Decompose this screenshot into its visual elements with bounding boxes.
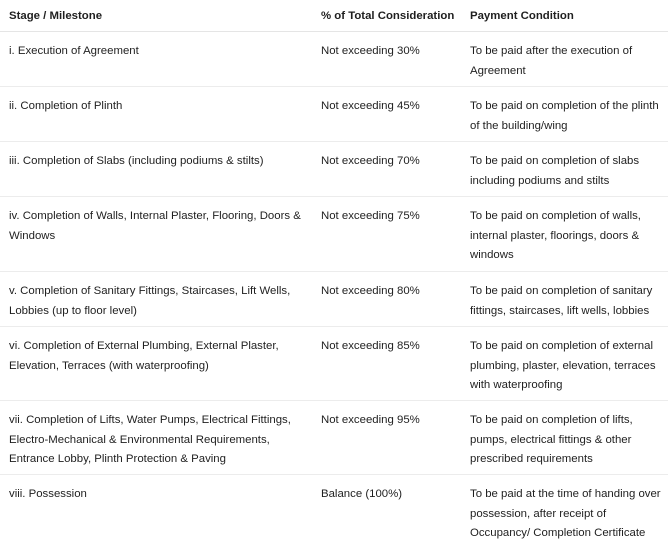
table-row (0, 272, 668, 327)
percent-cell: Not exceeding 70% (312, 142, 461, 197)
stage-cell: vii. Completion of Lifts, Water Pumps, Electrical Fittings, Electro-Mechanical & Environmental Requirements, Entrance Lobby, Plinth Protection & Paving (0, 401, 312, 475)
table-header-row (0, 0, 668, 32)
stage-cell: v. Completion of Sanitary Fittings, Staircases, Lift Wells, Lobbies (up to floor level) (0, 272, 312, 327)
condition-cell: To be paid at the time of handing over possession, after receipt of Occupancy/ Completion Certificate (470, 488, 661, 539)
percent-cell: Not exceeding 95% (312, 401, 461, 475)
condition-cell: To be paid on completion of the plinth of the building/wing (461, 87, 668, 142)
condition-cell: To be paid on completion of slabs including podiums and stilts (461, 142, 668, 197)
header-stage: Stage / Milestone (0, 0, 312, 32)
percent-cell: Balance (100%) (321, 488, 403, 500)
header-percent: % of Total Consideration (312, 0, 461, 32)
condition-cell: To be paid on completion of external plumbing, plaster, elevation, terraces with waterproofing (461, 327, 668, 401)
stage-cell: vi. Completion of External Plumbing, External Plaster, Elevation, Terraces (with waterproofing) (0, 327, 312, 401)
table-row (0, 142, 668, 197)
condition-cell: To be paid after the execution of Agreement (461, 32, 668, 87)
percent-cell: Not exceeding 85% (312, 327, 461, 401)
condition-cell: To be paid on completion of lifts, pumps, electrical fittings & other prescribed requirements (461, 401, 668, 475)
table-row (0, 475, 668, 545)
percent-cell: Not exceeding 80% (312, 272, 461, 327)
table-row (0, 32, 668, 87)
table-row (0, 197, 668, 272)
header-condition: Payment Condition (461, 0, 668, 32)
stage-cell: iii. Completion of Slabs (including podiums & stilts) (0, 142, 312, 197)
percent-cell: Not exceeding 30% (312, 32, 461, 87)
stage-cell: i. Execution of Agreement (0, 32, 312, 87)
table-row (0, 401, 668, 475)
table-row (0, 87, 668, 142)
stage-cell: viii. Possession (9, 488, 87, 500)
table-row (0, 327, 668, 401)
percent-cell: Not exceeding 45% (312, 87, 461, 142)
condition-cell: To be paid on completion of sanitary fittings, staircases, lift wells, lobbies (461, 272, 668, 327)
stage-cell: ii. Completion of Plinth (0, 87, 312, 142)
condition-cell: To be paid on completion of walls, internal plaster, floorings, doors & windows (461, 197, 668, 272)
percent-cell: Not exceeding 75% (312, 197, 461, 272)
stage-cell: iv. Completion of Walls, Internal Plaster, Flooring, Doors & Windows (0, 197, 312, 272)
